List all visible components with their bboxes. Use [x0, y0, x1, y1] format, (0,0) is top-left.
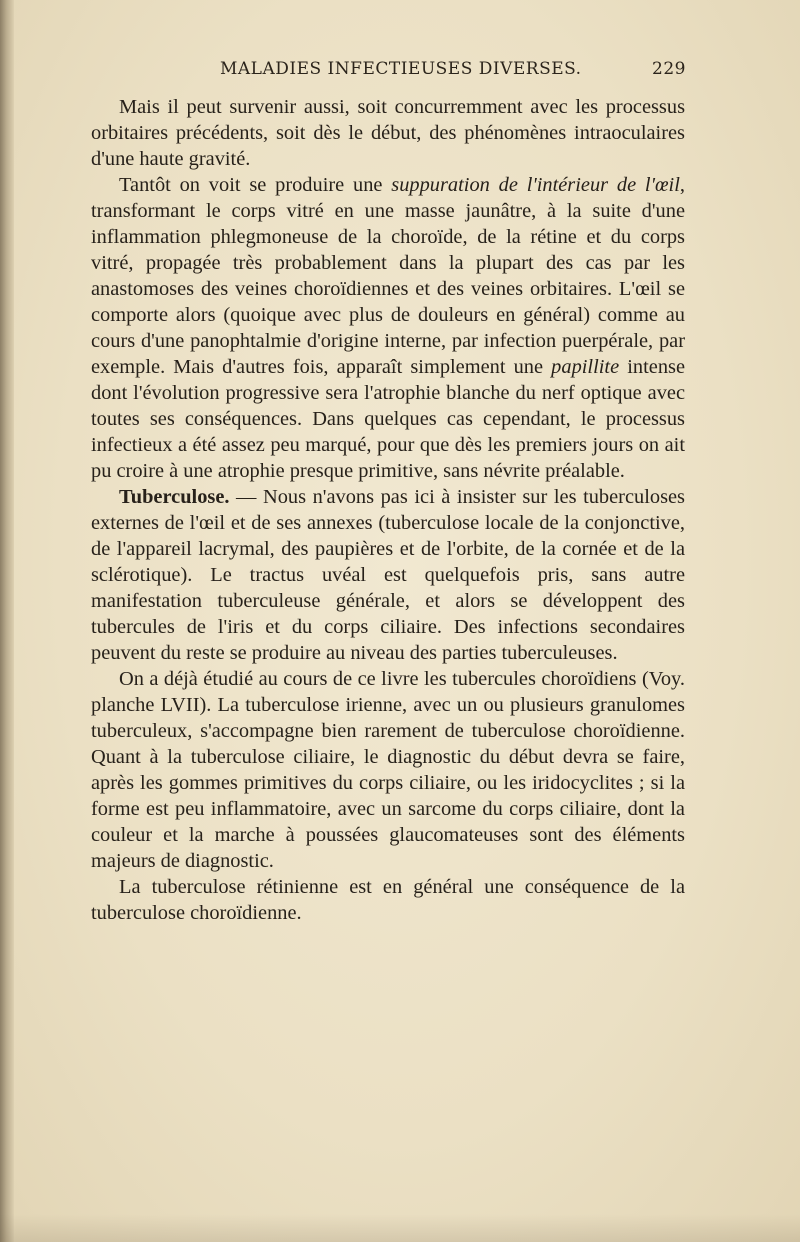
paragraph-3: [91, 484, 685, 666]
paragraph-2-part-a: Tantôt on voit se produire une: [119, 174, 392, 196]
paragraph-2-part-c: intense dont l'évolution progressive sera l'atrophie blanche du nerf optique avec toutes ses conséquences. Dans quelques cas cependant, le processus infectieux a été assez peu marqué, pour que dès les premiers jours on ait pu croire à une atrophie presque primitive, sans névrite préalable.: [91, 356, 686, 482]
page-binding-shadow: [0, 0, 14, 1242]
body-text: [91, 94, 685, 926]
section-heading-tuberculose: Tuberculose.: [119, 486, 230, 508]
chapter-title: MALADIES INFECTIEUSES DIVERSES.: [220, 59, 582, 79]
paragraph-5: La tuberculose rétinienne est en général une conséquence de la tuberculose choroïdienne.: [91, 876, 685, 924]
paragraph-3-text: — Nous n'avons pas ici à insister sur les tuberculoses externes de l'œil et de ses annexes (tuberculose locale de la conjonctive, de l'appareil lacrymal, des paupières et de l'orbite, de la cornée et de la sclérotique). Le tractus uvéal est quelquefois pris, sans autre manifestation tuberculeuse générale, et alors se développent des tubercules de l'iris et du corps ciliaire. Des infections secondaires peuvent du reste se produire au niveau des parties tuberculeuses.: [91, 486, 685, 664]
emphasis-papillite: papillite: [551, 356, 620, 378]
emphasis-suppuration: suppuration de l'intérieur de l'œil: [391, 174, 680, 196]
page-bottom-shadow: [0, 1214, 800, 1242]
paragraph-4: On a déjà étudié au cours de ce livre les tubercules choroïdiens (Voy. planche LVII). La tuberculose irienne, avec un ou plusieurs granulomes tuberculeux, s'accompagne bien rarement de tuberculose choroïdienne. Quant à la tuberculose ciliaire, le diagnostic du début devra se faire, après les gommes primitives du corps ciliaire, ou les iridocyclites ; si la forme est peu inflammatoire, avec un sarcome du corps ciliaire, dont la couleur et la marche à poussées glaucomateuses sont des éléments majeurs de diagnostic.: [91, 668, 685, 872]
page-number: 229: [652, 59, 686, 79]
paragraph-2-part-b: , transformant le corps vitré en une masse jaunâtre, à la suite d'une inflammation phlegmoneuse de la choroïde, de la rétine et du corps vitré, propagée très probablement dans la plupart des cas par les anastomoses des veines choroïdiennes et des veines orbitaires. L'œil se comporte alors (quoique avec plus de douleurs en général) comme au cours d'une panophtalmie d'origine interne, par infection puerpérale, par exemple. Mais d'autres fois, apparaît simplement une: [91, 174, 685, 378]
running-header: [96, 57, 686, 85]
paragraph-2: [91, 172, 685, 484]
paragraph-1: Mais il peut survenir aussi, soit concurremment avec les processus orbitaires précédents, soit dès le début, des phénomènes intraoculaires d'une haute gravité.: [91, 96, 685, 170]
